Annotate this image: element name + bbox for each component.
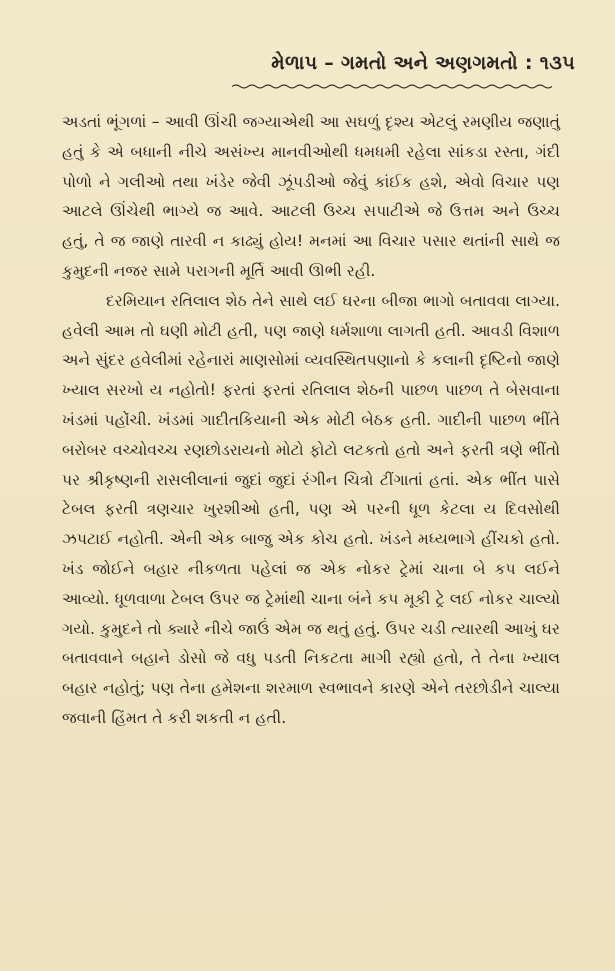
wavy-header-rule	[232, 84, 555, 89]
paragraph: દરમિયાન રતિલાલ શેઠ તેને સાથે લઈ ઘરના બીજા ભાગો બતાવવા લાગ્યા. હવેલી આમ તો ઘણી મોટી હતી, પણ જાણે ધર્મશાળા લાગતી હતી. આવડી વિશાળ અને સુંદર હવેલીમાં રહેનારાં માણસોમાં વ્યવસ્થિતપણાનો કે કલાની દૃષ્ટિનો જાણે ખ્યાલ સરખો ય નહોતો! ફરતાં ફરતાં રતિલાલ શેઠની પાછળ પાછળ તે બેસવાના ખંડમાં પહોંચી. ખંડમાં ગાદીતકિયાની એક મોટી બેઠક હતી. ગાદીની પાછળ ભીંતે બરોબર વચ્ચોવચ્ચ રણછોડરાયનો મોટો ફોટો લટકતો હતો અને ફરતી ત્રણે ભીંતો પર શ્રીકૃષ્ણની રાસલીલાનાં જુદાં જુદાં રંગીન ચિત્રો ટીંગાતાં હતાં. એક ભીંત પાસે ટેબલ ફરતી ત્રણચાર ખુરશીઓ હતી, પણ એ પરની ધૂળ કેટલા ય દિવસોથી ઝપટાઈ નહોતી. એની એક બાજુ એક કોચ હતો. ખંડને મધ્યભાગે હીંચકો હતો. ખંડ જોઈને બહાર નીકળતા પહેલાં જ એક નોકર ટ્રેમાં ચાના બે કપ લઈને આવ્યો. ધૂળવાળા ટેબલ ઉપર જ ટ્રેમાંથી ચાના બંને કપ મૂકી ટ્રે લઈ નોકર ચાલ્યો ગયો. કુમુદને તો ક્યારે નીચે જાઉં એમ જ થતું હતું. ઉપર ચડી ત્યારથી આખું ઘર બતાવવાને બહાને ડોસો જે વધુ પડતી નિકટતા માગી રહ્યો હતો, તે તેના ખ્યાલ બહાર નહોતું; પણ તેના હમેશના શરમાળ સ્વભાવને કારણે એને તરછોડીને ચાલ્યા જવાની હિંમત તે કરી શકતી ન હતી.	[62, 291, 560, 727]
paragraph: અડતાં ભૂંગળાં – આવી ઊંચી જગ્યાએથી આ સઘળું દૃશ્ય એટલું રમણીય જણાતું હતું કે એ બધાની નીચે અસંખ્ય માનવીઓથી ધમધમી રહેલા સાંકડા રસ્તા, ગંદી પોળો ને ગલીઓ તથા ખંડેર જેવી ઝૂંપડીઓ જેવું કાંઈક હશે, એવો વિચાર પણ આટલે ઊંચેથી ભાગ્યે જ આવે. આટલી ઉચ્ચ સપાટીએ જે ઉત્તમ અને ઉચ્ચ હતું, તે જ જાણે તારવી ન કાઢ્યું હોય! મનમાં આ વિચાર પસાર થતાંની સાથે જ કુમુદની નજર સામે પરાગની મૂર્તિ આવી ઊભી રહી.	[62, 113, 560, 280]
body-text	[62, 108, 560, 734]
running-header-title: મેળાપ – ગમતો અને અણગમતો : ૧૩૫	[271, 52, 575, 74]
